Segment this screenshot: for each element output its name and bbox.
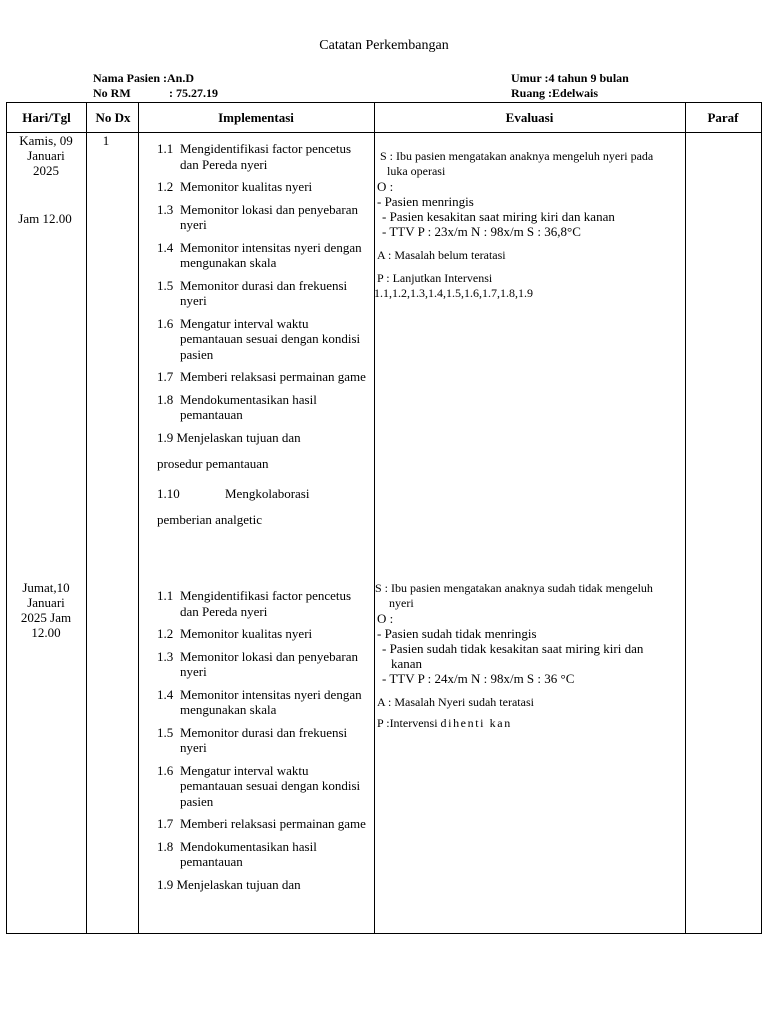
rm-value: : 75.27.19 [169,86,218,100]
patient-info-left [93,71,218,101]
entry-2-evaluasi [370,581,676,731]
eval-plan: P : Lanjutkan Intervensi [377,271,493,285]
eval-subjective: S : Ibu pasien mengatakan anaknya sudah tidak mengeluh nyeri [375,581,653,610]
eval-objective-label: O : [377,179,394,194]
eval-objective-1: - Pasien menringis [377,194,474,209]
impl-item: 1.3 Memonitor lokasi dan penyebaran nyeri [157,648,358,679]
entry-1-day: Kamis, 09 Januari 2025 [19,133,73,178]
entry-1-dx: 1 [102,133,110,148]
eval-objective-3: - TTV P : 23x/m N : 98x/m S : 36,8°C [382,224,581,239]
page-title: Catatan Perkembangan [319,38,449,53]
impl-item: 1.1 Mengidentifikasi factor pencetus dan Pereda nyeri [157,588,352,619]
entry-1-evaluasi [370,149,676,301]
impl-item-10-cont: pemberian analgetic [157,511,263,527]
room-value: Edelwais [552,86,599,100]
column-divider [685,103,686,933]
impl-item: 1.4 Memonitor intensitas nyeri dengan mengunakan skala [157,686,362,717]
eval-subjective: S : Ibu pasien mengatakan anaknya mengeluh nyeri pada luka operasi [380,149,654,178]
header-day: Hari/Tgl [22,110,71,125]
eval-objective-2: - Pasien kesakitan saat miring kiri dan kanan [382,209,615,224]
impl-item-10: 1.10 Mengkolaborasi [157,485,310,501]
impl-item: 1.6 Mengatur interval waktu pemantauan sesuai dengan kondisi pasien [157,315,361,362]
header-dx: No Dx [95,110,131,125]
impl-item: 1.3 Memonitor lokasi dan penyebaran nyeri [157,201,358,232]
column-divider [138,103,139,933]
eval-plan-items: 1.1,1.2,1.3,1.4,1.5,1.6,1.7,1.8,1.9 [374,286,533,300]
age-value: 4 tahun 9 bulan [548,71,629,85]
entry-1-time: Jam 12.00 [18,211,72,226]
patient-name: An.D [167,71,195,85]
header-evaluasi: Evaluasi [505,110,554,125]
rm-label: No RM [93,86,131,100]
room-label: Ruang : [511,86,553,100]
impl-item: 1.7 Memberi relaksasi permainan game [157,369,366,384]
impl-item-9: 1.9 Menjelaskan tujuan dan [157,429,301,445]
impl-item: 1.8 Mendokumentasikan hasil pemantauan [157,838,317,869]
eval-objective-label: O : [377,611,394,626]
impl-item: 1.7 Memberi relaksasi permainan game [157,816,366,831]
patient-info-right [511,71,629,101]
eval-objective-2: - Pasien sudah tidak kesakitan saat miring kiri dan kanan [382,641,644,671]
impl-item: 1.5 Memonitor durasi dan frekuensi nyeri [157,277,348,308]
eval-assessment: A : Masalah Nyeri sudah teratasi [377,695,534,709]
impl-item: 1.8 Mendokumentasikan hasil pemantauan [157,391,317,422]
header-implementasi: Implementasi [218,110,294,125]
header-paraf: Paraf [707,110,739,125]
impl-item-9: 1.9 Menjelaskan tujuan dan [157,876,301,892]
patient-name-label: Nama Pasien : [93,71,167,85]
eval-objective-1: - Pasien sudah tidak menringis [377,626,537,641]
impl-item: 1.2 Memonitor kualitas nyeri [157,626,313,641]
impl-item: 1.1 Mengidentifikasi factor pencetus dan Pereda nyeri [157,141,352,172]
eval-objective-3: - TTV P : 24x/m N : 98x/m S : 36 °C [382,671,575,686]
entry-2-day: Jumat,10 Januari 2025 Jam 12.00 [20,580,72,640]
impl-item: 1.4 Memonitor intensitas nyeri dengan mengunakan skala [157,239,362,270]
eval-assessment: A : Masalah belum teratasi [377,248,506,262]
column-divider [86,103,87,933]
eval-plan: P :Intervensi dihenti kan [377,716,512,730]
impl-item: 1.6 Mengatur interval waktu pemantauan sesuai dengan kondisi pasien [157,762,361,809]
impl-item: 1.2 Memonitor kualitas nyeri [157,179,313,194]
impl-item-9-cont: prosedur pemantauan [157,455,269,471]
entry-1-implementasi [157,141,367,538]
entry-2-implementasi [157,588,367,903]
impl-item: 1.5 Memonitor durasi dan frekuensi nyeri [157,724,348,755]
age-label: Umur : [511,71,549,85]
